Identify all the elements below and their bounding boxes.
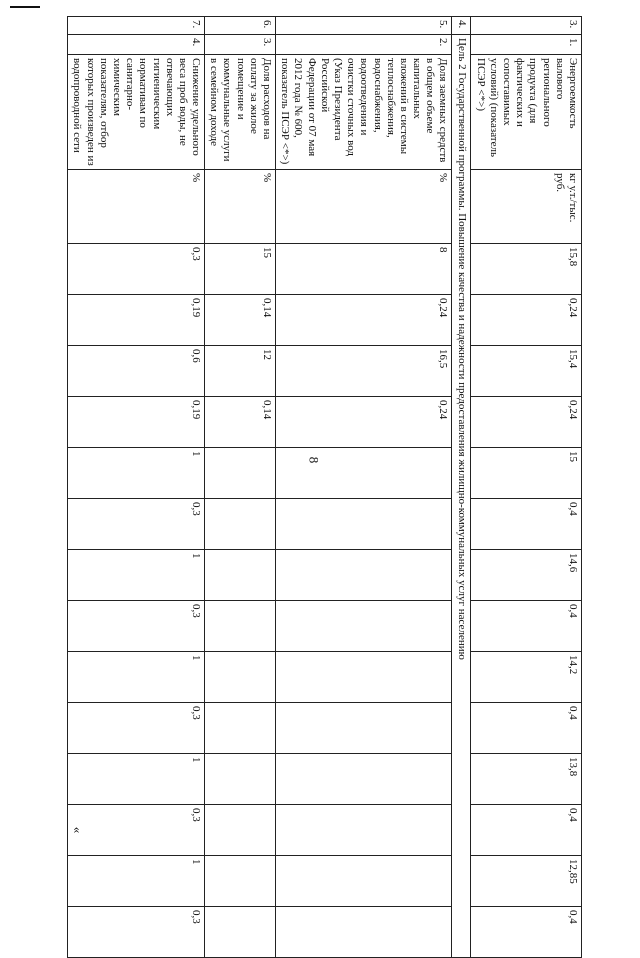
indicators-table (67, 16, 582, 958)
value-cell: 15,8 (471, 244, 582, 295)
value-cell: 8 (276, 244, 452, 295)
value-cell (205, 550, 276, 601)
table-row (471, 17, 582, 958)
unit-cell: % (68, 170, 205, 244)
value-cell (205, 652, 276, 703)
value-cell: 0,24 (276, 397, 452, 448)
value-cell: 0,14 (205, 295, 276, 346)
value-cell: 0,3 (68, 703, 205, 754)
unit-cell: % (276, 170, 452, 244)
value-cell (276, 601, 452, 652)
value-cell (205, 601, 276, 652)
value-cell (276, 499, 452, 550)
unit-cell: % (205, 170, 276, 244)
value-cell (276, 550, 452, 601)
value-cell (276, 856, 452, 907)
rotated-table-container (71, 16, 582, 924)
value-cell: 15 (205, 244, 276, 295)
row-number: 7. (68, 17, 205, 35)
value-cell: 0,24 (471, 397, 582, 448)
row-subnumber: 2. (276, 35, 452, 55)
value-cell (276, 805, 452, 856)
value-cell (276, 907, 452, 958)
value-cell: 0,4 (471, 703, 582, 754)
value-cell: 12,85 (471, 856, 582, 907)
value-cell (205, 754, 276, 805)
value-cell: 1 (68, 652, 205, 703)
value-cell: 0,24 (276, 295, 452, 346)
value-cell (276, 652, 452, 703)
value-cell: 1 (68, 448, 205, 499)
value-cell: 0,19 (68, 295, 205, 346)
row-subnumber: 4. (68, 35, 205, 55)
value-cell (205, 499, 276, 550)
value-cell: 1 (68, 754, 205, 805)
indicator-name: Доля расходов на оплату за жилое помещение и коммунальные услуги в семейном доходе (205, 55, 276, 170)
value-cell: 0,3 (68, 907, 205, 958)
indicator-name: Доля заемных средств в общем объеме капитальных вложений в системы теплоснабжения, водоснабжения, водоотведения и очистки сточных вод (Указ Президента Российской Федерации от 07 мая 2012 года № 600, показатель ПСЭР <*>) (276, 55, 452, 170)
row-number: 5. (276, 17, 452, 35)
value-cell (205, 703, 276, 754)
table-body (68, 17, 582, 958)
value-cell (205, 805, 276, 856)
value-cell: 0,24 (471, 295, 582, 346)
value-cell: 0,3 (68, 244, 205, 295)
value-cell: 0,6 (68, 346, 205, 397)
row-number: 3. (471, 17, 582, 35)
top-rule (10, 6, 40, 8)
value-cell: 15,4 (471, 346, 582, 397)
row-number: 4. (452, 17, 471, 35)
row-subnumber: 1. (471, 35, 582, 55)
value-cell: 14,6 (471, 550, 582, 601)
value-cell: 0,19 (68, 397, 205, 448)
value-cell: 0,4 (471, 907, 582, 958)
page-number: 8 (306, 456, 322, 464)
value-cell: 0,4 (471, 601, 582, 652)
value-cell: 13,8 (471, 754, 582, 805)
value-cell: 0,3 (68, 601, 205, 652)
value-cell (276, 754, 452, 805)
value-cell: 14,2 (471, 652, 582, 703)
value-cell: 0,14 (205, 397, 276, 448)
value-cell: 12 (205, 346, 276, 397)
value-cell: 1 (68, 550, 205, 601)
row-number: 6. (205, 17, 276, 35)
value-cell: 16,5 (276, 346, 452, 397)
value-cell (276, 448, 452, 499)
indicator-name: Снижение удельного веса проб воды, не отвечающих гигиеническим нормативам по санитарно-химическим показателям, отбор которых произведен из водопроводной сети (68, 55, 205, 170)
value-cell (205, 856, 276, 907)
value-cell: 0,3 (68, 499, 205, 550)
value-cell (205, 907, 276, 958)
value-cell: 0,3 (68, 805, 205, 856)
value-cell: 1 (68, 856, 205, 907)
indicator-name: Энергоемкость валового регионального продукта (для фактических и сопоставимых условий) (показатель ПСЭР <*>) (471, 55, 582, 170)
value-cell: 0,4 (471, 805, 582, 856)
table-row (276, 17, 452, 958)
table-row (68, 17, 205, 958)
unit-cell: кг у.т./тыс. руб. (471, 170, 582, 244)
value-cell (205, 448, 276, 499)
section-row (452, 17, 471, 958)
value-cell (276, 703, 452, 754)
section-title: Цель 2 Государственной программы. Повышение качества и надежности предоставления жилищно-коммунальных услуг населению (452, 35, 471, 958)
value-cell: 0,4 (471, 499, 582, 550)
row-subnumber: 3. (205, 35, 276, 55)
table-row (205, 17, 276, 958)
value-cell: 15 (471, 448, 582, 499)
opening-quote: « (70, 826, 86, 834)
